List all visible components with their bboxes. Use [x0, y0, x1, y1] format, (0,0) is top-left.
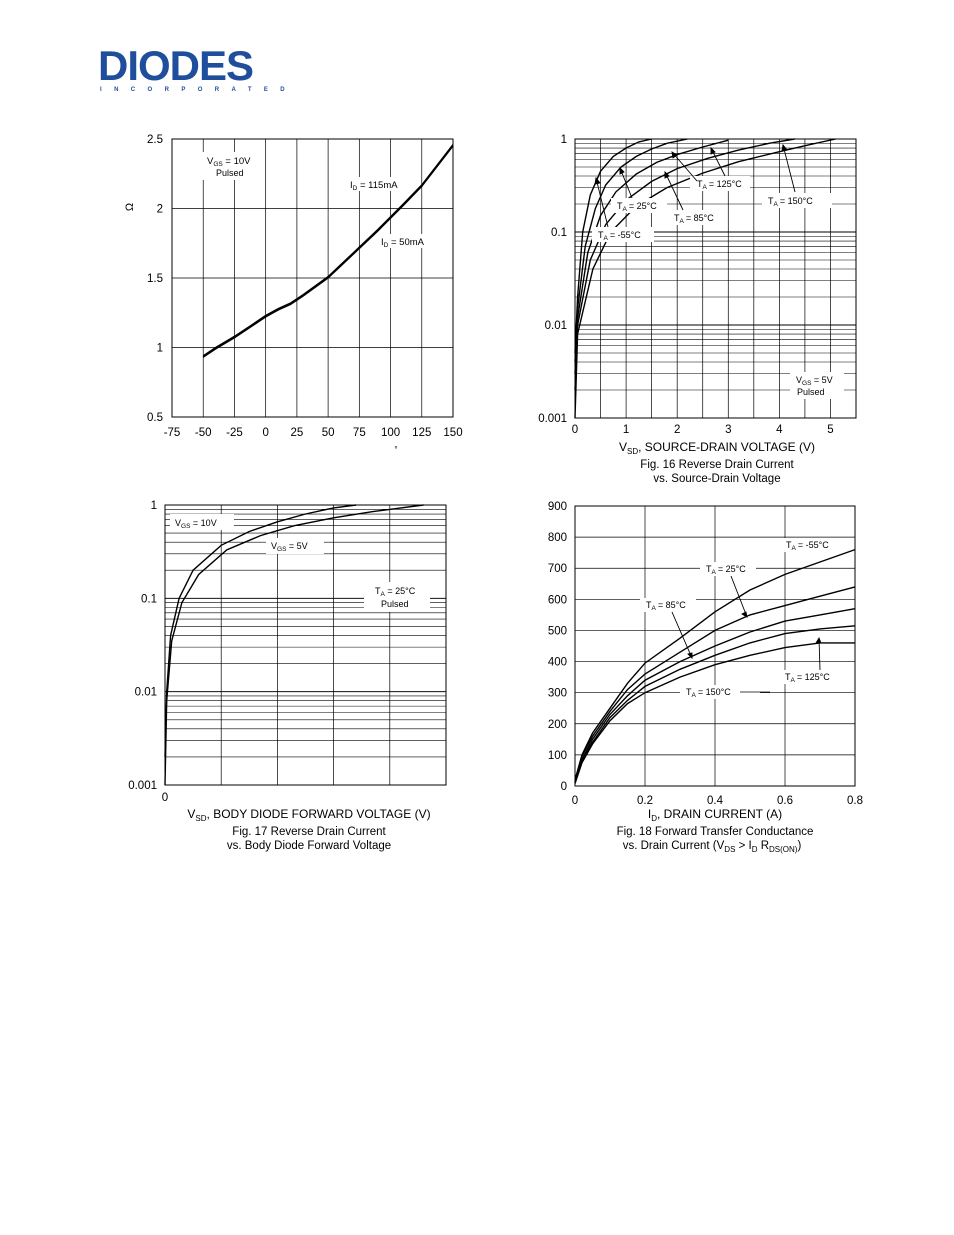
x-tick-labels [572, 795, 863, 807]
y-tick-label: 500 [547, 625, 567, 638]
annotation-vgs-5v: $V_{GS} = 5V$ [271, 541, 308, 553]
y-tick-label: 2.5 [147, 134, 163, 146]
y-tick-label: 0.1 [141, 593, 157, 606]
annotation-pulsed: Pulsed [216, 168, 244, 178]
x-tick-label: 25 [290, 427, 304, 439]
annotation-ta-150: $T_A = 150^\circ C$ [686, 687, 731, 699]
annotation-ta-125: $T_A = 125^\circ C$ [697, 179, 742, 191]
y-tick-label: 0.01 [134, 686, 157, 699]
annotation-ta-125: $T_A = 125^\circ C$ [785, 672, 830, 684]
y-tick-label: 100 [547, 749, 567, 762]
x-tick-label: 0.2 [637, 795, 653, 807]
x-tick-labels [572, 424, 834, 436]
x-tick-label: 5 [827, 424, 834, 436]
x-tick-label: 2 [673, 424, 681, 436]
annotation-ta-85: $T_A = 85^\circ C$ [646, 600, 686, 612]
logo-wordmark: DIODES [98, 42, 254, 89]
grid [172, 139, 453, 417]
y-tick-label: 0.001 [538, 413, 567, 425]
annotation-vgs: $V_{GS} = 5V$ [796, 375, 833, 387]
x-tick-label: 100 [380, 427, 401, 439]
chart-fig17 [128, 500, 446, 852]
y-tick-label: 1.5 [147, 273, 163, 285]
x-tick-label: 0 [571, 795, 579, 807]
y-tick-labels [128, 500, 157, 792]
x-tick-label: 0 [571, 424, 579, 436]
y-tick-label: 400 [547, 656, 567, 669]
x-tick-labels [164, 427, 463, 439]
figure-caption-line1: Fig. 18 Forward Transfer Conductance [616, 826, 814, 838]
x-tick-label: 75 [352, 427, 366, 439]
y-tick-labels [548, 501, 567, 793]
y-tick-label: 1 [156, 342, 163, 355]
logo-subtext: INCORPORATED [100, 87, 298, 93]
y-tick-label: 0.01 [544, 320, 567, 332]
y-tick-label: 0.5 [147, 412, 163, 424]
figure-caption-line1: Fig. 17 Reverse Drain Current [232, 826, 386, 838]
x-tick-label: 0.6 [777, 795, 793, 807]
x-tick-label: -75 [163, 427, 181, 439]
y-tick-label: 1 [150, 500, 157, 512]
x-axis-label: $V_{SD}$, SOURCE-DRAIN VOLTAGE (V) [618, 440, 816, 456]
series-line [165, 505, 356, 757]
annotation-vgs-10v: $V_{GS} = 10V$ [175, 518, 217, 530]
annotation-vgs: $V_{GS} = 10V$ [207, 156, 251, 168]
annotation-pulsed: Pulsed [797, 387, 825, 397]
x-tick-label: 0 [262, 427, 269, 439]
y-tick-label: 600 [547, 594, 567, 607]
x-tick-labels [162, 792, 168, 804]
chart-fig16 [538, 134, 856, 485]
chart-rdson-vs-temp [124, 134, 463, 454]
x-tick-label: 50 [321, 427, 335, 439]
figure-caption-line2: vs. Body Diode Forward Voltage [226, 840, 392, 852]
y-tick-label: 900 [547, 501, 567, 513]
annotation-pulsed: Pulsed [381, 599, 409, 609]
y-tick-labels [538, 134, 567, 425]
y-tick-label: 2 [156, 203, 163, 216]
annotation-ta-m55: $T_A = -55^\circ C$ [786, 540, 829, 552]
x-axis-label: $I_D$, DRAIN CURRENT (A) [647, 807, 783, 823]
x-tick-label: 3 [725, 424, 732, 436]
y-tick-label: 300 [547, 687, 567, 700]
annotation-ta-25: $T_A = 25^\circ C$ [617, 201, 657, 213]
annotation-ta-85: $T_A = 85^\circ C$ [674, 213, 714, 225]
figure-caption-line2: vs. Drain Current ($V_{DS} > I_D$ $R_{DS(ON)}$) [622, 840, 802, 854]
x-tick-label: 1 [622, 424, 630, 436]
x-tick-label: 0 [161, 792, 169, 804]
x-tick-label: -50 [194, 427, 212, 439]
annotation-id-50ma: $I_D = 50mA$ [381, 237, 424, 249]
x-tick-label: 0.8 [847, 795, 863, 807]
y-unit-label: Ω [124, 202, 136, 212]
y-tick-label: 200 [547, 718, 567, 731]
annotation-ta-150: $T_A = 150^\circ C$ [768, 196, 813, 208]
chart-fig18 [548, 501, 863, 854]
x-tick-label: 0.4 [707, 795, 723, 807]
x-tick-label: -25 [226, 427, 243, 439]
annotation-id-115ma: $I_D = 115mA$ [350, 180, 398, 192]
annotation-ta-25: $T_A = 25^\circ C$ [706, 564, 746, 576]
y-tick-label: 1 [560, 134, 567, 146]
y-tick-label: 700 [547, 563, 567, 576]
figure-caption-line2: vs. Source-Drain Voltage [653, 473, 781, 485]
figure-caption-line1: Fig. 16 Reverse Drain Current [640, 459, 794, 471]
x-tick-label: 125 [412, 427, 432, 439]
annotation-ta: $T_A = 25^\circ C$ [375, 586, 416, 598]
x-tick-label: 4 [776, 424, 783, 436]
y-tick-label: 0.1 [551, 227, 567, 239]
annotation-ta-m55: $T_A = -55^\circ C$ [598, 230, 641, 242]
y-tick-label: 800 [547, 532, 567, 545]
x-axis-label: $V_{SD}$, BODY DIODE FORWARD VOLTAGE (V) [187, 807, 431, 823]
y-tick-label: 0.001 [128, 780, 157, 792]
y-tick-labels [147, 134, 163, 424]
x-unit-label: ° [394, 445, 398, 454]
y-tick-label: 0 [560, 781, 567, 793]
series-line [575, 139, 795, 390]
x-tick-label: 150 [443, 427, 463, 439]
